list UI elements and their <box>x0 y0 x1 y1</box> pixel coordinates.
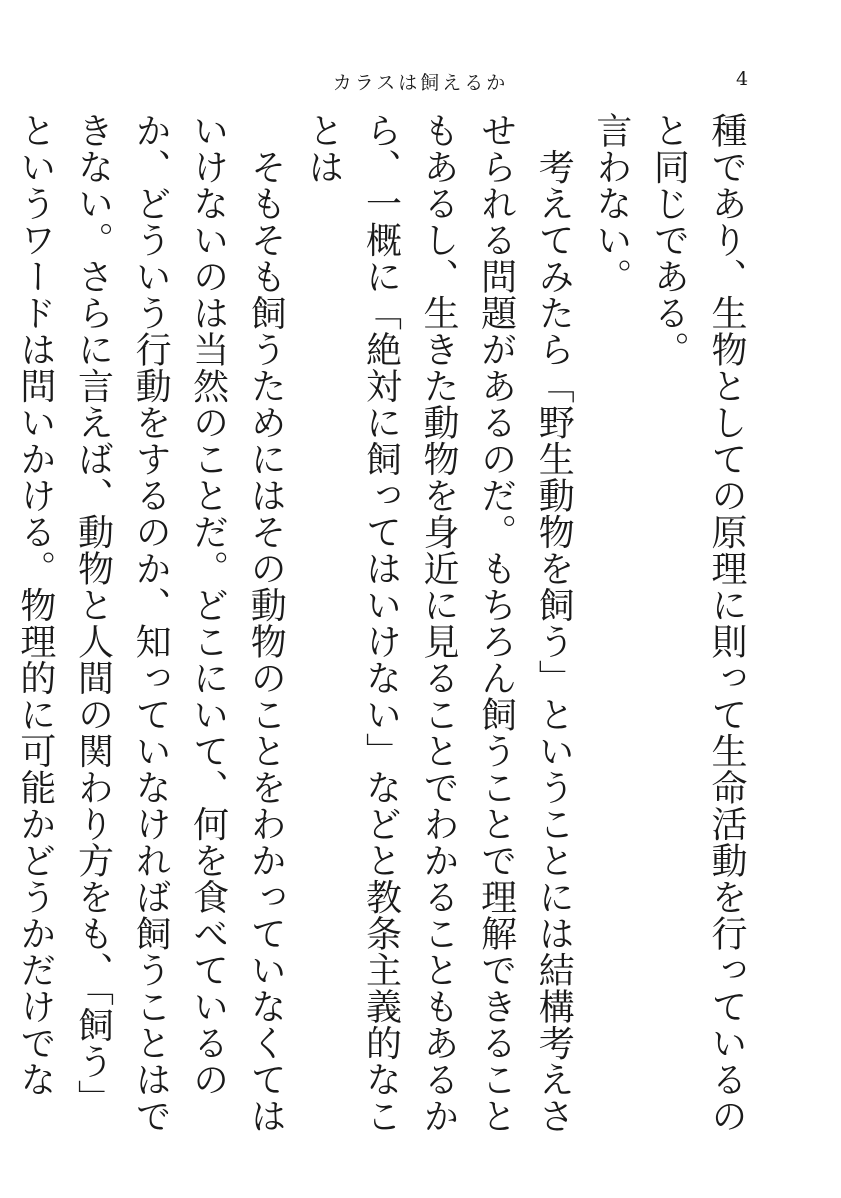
paragraph-4: そもそも飼うためにはその動物のことをわかっていなくてはいけないのは当然のことだ。どこにいて、何を食べているのか、どういう行動をするのか、知っていなければ飼うことはできない。さらに言えば、動物と人間の関わり方をも、「飼う」というワードは問いかける。物理的に可能かどうかだけでな <box>14 112 287 1134</box>
paragraph-1: 種であり、生物としての原理に則って生命活動を行っているのと同じである。 <box>648 112 747 1134</box>
page-number: 4 <box>736 68 749 90</box>
running-title: カラスは飼えるか <box>332 72 509 94</box>
paragraph-3: 考えてみたら「野生動物を飼う」ということには結構考えさせられる問題があるのだ。もちろん飼うことで理解できることもあるし、生きた動物を身近に見ることでわかることもあるから、一概に「絶対に飼ってはいけない」などと教条主義的なことは <box>302 112 575 1134</box>
body-text <box>14 112 755 1152</box>
paragraph-2: 言わない。 <box>590 112 632 295</box>
